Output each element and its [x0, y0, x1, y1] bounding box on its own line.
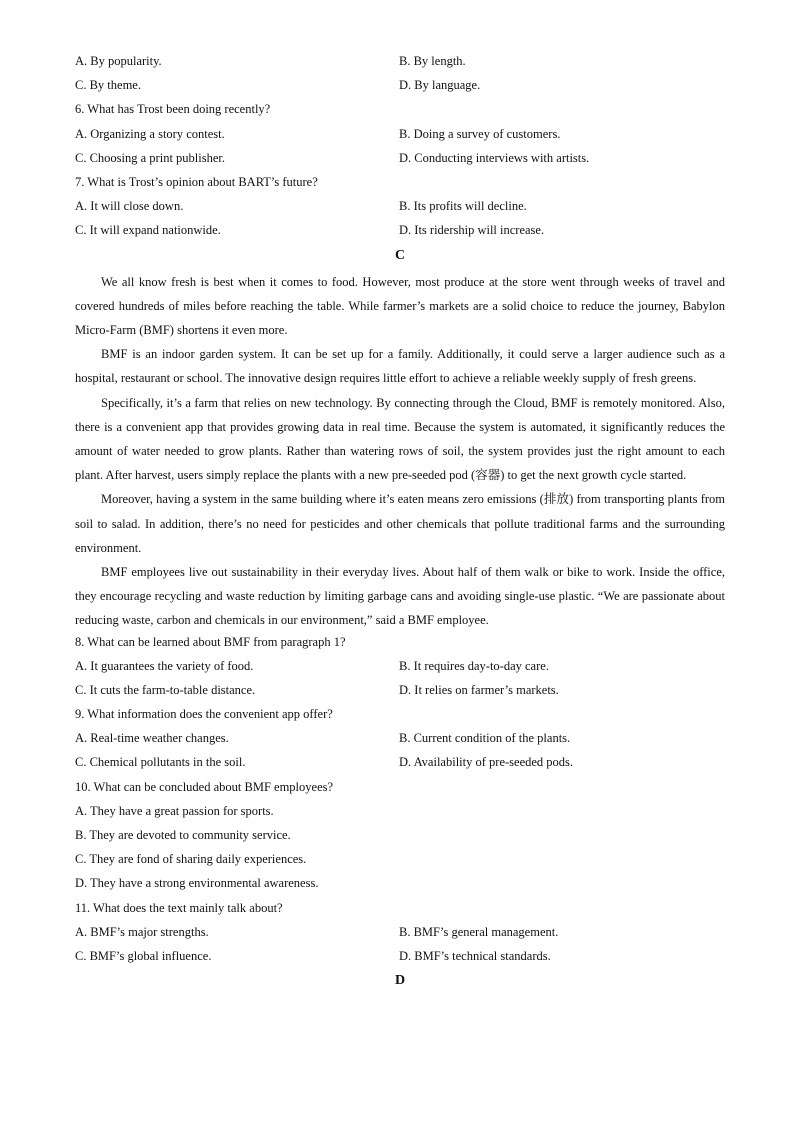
q9-options-row-2: [75, 753, 725, 777]
q7-option-c: C. It will expand nationwide.: [75, 223, 221, 238]
passage-paragraph-5: BMF employees live out sustainability in their everyday lives. About half of them walk or bike to work. Inside the office, they encourage recycling and waste reduction by limiting garbage cans and avoiding single-use plastic. “We are passionate about reducing waste, carbon and chemicals in our environment,” said a BMF employee.: [75, 564, 725, 628]
q7-stem: 7. What is Trost’s opinion about BART’s future?: [75, 174, 318, 189]
passage-paragraph-3: Specifically, it’s a farm that relies on new technology. By connecting through the Cloud, BMF is remotely monitored. Also, there is a convenient app that provides growing data in real time. Because the system is automated, it significantly reduces the amount of water needed to grow plants. Rather than watering rows of soil, the system provides just the right amount to each plant. After harvest, users simply replace the plants with a new pre-seeded pod (容器) to get the next growth cycle started.: [75, 395, 725, 483]
q6-options-row-2: [75, 149, 725, 173]
q7-option-d: D. Its ridership will increase.: [399, 223, 545, 238]
q11-option-c: C. BMF’s global influence.: [75, 948, 212, 963]
q6-option-b: B. Doing a survey of customers.: [399, 126, 561, 141]
q8-option-c: C. It cuts the farm-to-table distance.: [75, 682, 256, 697]
q5-options-row-2: [75, 76, 725, 100]
q11-options-row-1: [75, 923, 725, 947]
q10-option-b: B. They are devoted to community service.: [75, 828, 291, 843]
passage-paragraph-4: Moreover, having a system in the same building where it’s eaten means zero emissions (排放) from transporting plants from soil to salad. In addition, there’s no need for pesticides and other chemicals that pollute traditional farms and the surrounding environment.: [75, 492, 725, 555]
passage-paragraph-1: We all know fresh is best when it comes to food. However, most produce at the store went through weeks of travel and covered hundreds of miles before reaching the table. While farmer’s markets are a solid choice to reduce the journey, Babylon Micro-Farm (BMF) shortens it even more.: [75, 274, 725, 337]
section-c-heading: C: [394, 247, 406, 263]
q8-stem: 8. What can be learned about BMF from paragraph 1?: [75, 634, 346, 649]
q11-stem: 11. What does the text mainly talk about?: [75, 900, 283, 915]
q6-option-d: D. Conducting interviews with artists.: [399, 150, 590, 165]
q9-options-row-1: [75, 729, 725, 753]
q11-option-d: D. BMF’s technical standards.: [399, 948, 551, 963]
q11-option-a: A. BMF’s major strengths.: [75, 924, 209, 939]
q5-option-d: D. By language.: [399, 78, 481, 93]
q9-option-b: B. Current condition of the plants.: [399, 731, 571, 746]
q8-options-row-1: [75, 657, 725, 681]
q11-option-b: B. BMF’s general management.: [399, 924, 559, 939]
q5-options-row-1: [75, 52, 725, 76]
q6-option-a: A. Organizing a story contest.: [75, 126, 225, 141]
q10-option-d: D. They have a strong environmental awareness.: [75, 876, 319, 891]
q8-option-d: D. It relies on farmer’s markets.: [399, 682, 559, 697]
q10-option-a: A. They have a great passion for sports.: [75, 803, 274, 818]
q5-option-c: C. By theme.: [75, 78, 141, 93]
q11-options-row-2: [75, 947, 725, 971]
q9-option-c: C. Chemical pollutants in the soil.: [75, 755, 246, 770]
q7-option-a: A. It will close down.: [75, 199, 184, 214]
q8-option-b: B. It requires day-to-day care.: [399, 658, 549, 673]
q5-option-b: B. By length.: [399, 54, 466, 68]
q8-option-a: A. It guarantees the variety of food.: [75, 658, 254, 673]
section-c-passage: [75, 270, 725, 633]
q8-options-row-2: [75, 681, 725, 705]
q9-option-a: A. Real-time weather changes.: [75, 731, 229, 746]
q9-option-d: D. Availability of pre-seeded pods.: [399, 755, 574, 770]
q10-stem: 10. What can be concluded about BMF employees?: [75, 779, 334, 794]
q7-option-b: B. Its profits will decline.: [399, 199, 527, 214]
q6-stem: 6. What has Trost been doing recently?: [75, 102, 271, 117]
q5-option-a: A. By popularity.: [75, 54, 162, 68]
q6-options-row-1: [75, 125, 725, 149]
exam-page: [75, 52, 725, 995]
q7-options-row-1: [75, 197, 725, 221]
passage-paragraph-2: BMF is an indoor garden system. It can be set up for a family. Additionally, it could serve a larger audience such as a hospital, restaurant or school. The innovative design requires little effort to achieve a reliable weekly supply of fresh greens.: [75, 347, 725, 386]
q7-options-row-2: [75, 221, 725, 245]
q6-option-c: C. Choosing a print publisher.: [75, 150, 225, 165]
q9-stem: 9. What information does the convenient app offer?: [75, 707, 333, 722]
section-d-heading: D: [394, 973, 406, 989]
q10-option-c: C. They are fond of sharing daily experiences.: [75, 852, 307, 867]
